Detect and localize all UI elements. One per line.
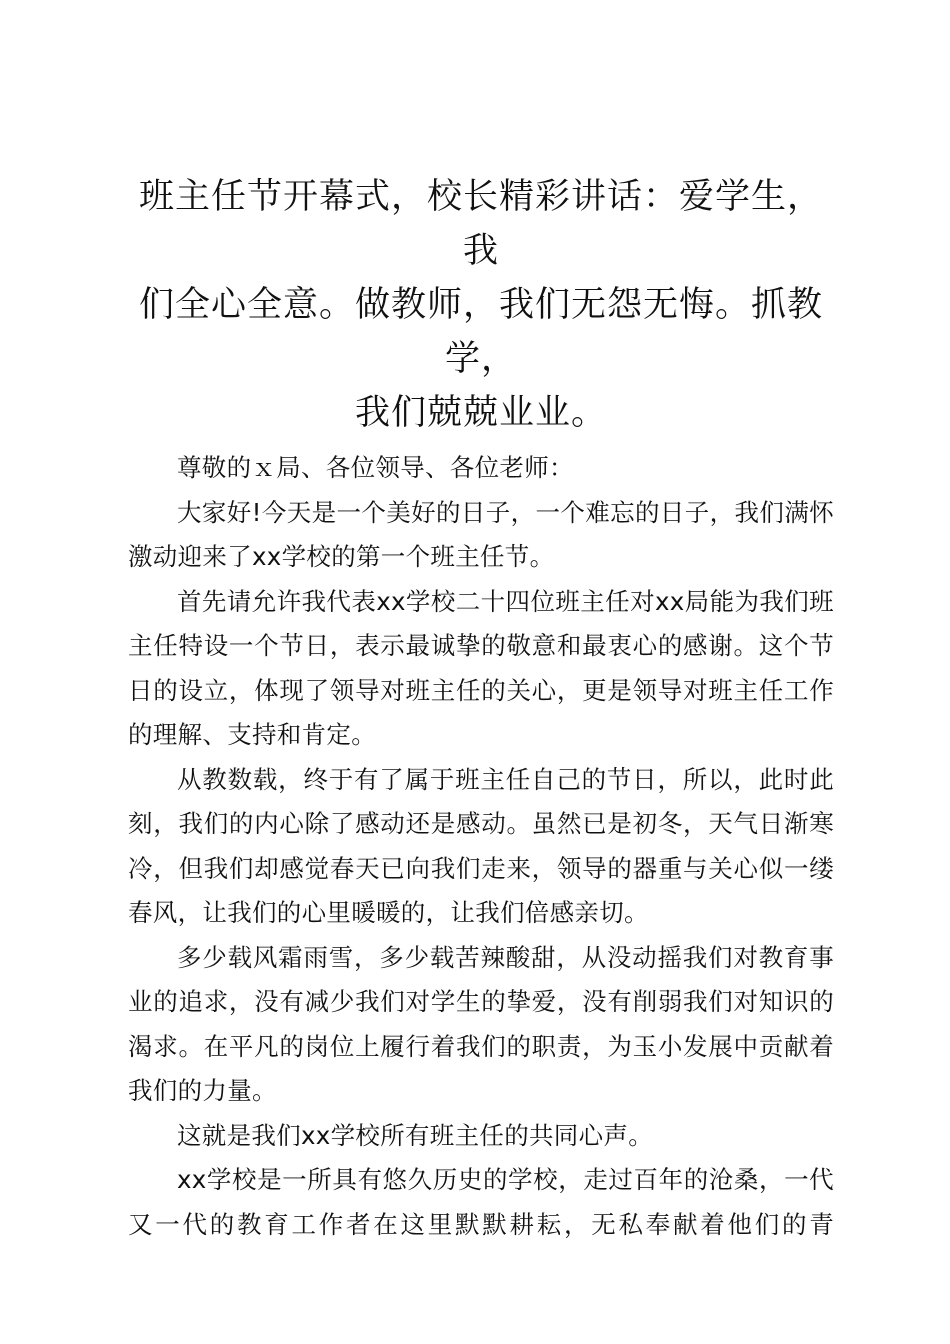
title-line: 班主任节开幕式，校长精彩讲话：爱学生，我 — [138, 177, 823, 271]
title-line: 我们兢兢业业。 — [354, 393, 607, 433]
body-paragraph: xx学校是一所具有悠久历史的学校，走过百年的沧桑，一代又一代的教育工作者在这里默默耕耘，无私奉献着他们的青 — [128, 1165, 834, 1239]
body-paragraph: 首先请允许我代表xx学校二十四位班主任对xx局能为我们班主任特设一个节日，表示最诚挚的敬意和最衷心的感谢。这个节日的设立，体现了领导对班主任的关心，更是领导对班主任工作的理解、支持和肯定。 — [128, 586, 834, 749]
document-title — [128, 170, 834, 440]
body-paragraph: 从教数载，终于有了属于班主任自己的节日，所以，此时此刻，我们的内心除了感动还是感动。虽然已是初冬，天气日渐寒冷，但我们却感觉春天已向我们走来，领导的器重与关心似一缕春风，让我们的心里暖暖的，让我们倍感亲切。 — [128, 764, 834, 927]
salutation: 尊敬的ｘ局、各位领导、各位老师： — [177, 453, 574, 482]
body-paragraph: 大家好!今天是一个美好的日子，一个难忘的日子，我们满怀激动迎来了xx学校的第一个班主任节。 — [128, 497, 834, 571]
body-paragraph: 多少载风霜雨雪，多少载苦辣酸甜，从没动摇我们对教育事业的追求，没有减少我们对学生的挚爱，没有削弱我们对知识的渴求。在平凡的岗位上履行着我们的职责，为玉小发展中贡献着我们的力量。 — [128, 942, 834, 1105]
title-line: 们全心全意。做教师，我们无怨无悔。抓教学， — [138, 285, 823, 379]
body-paragraph: 这就是我们xx学校所有班主任的共同心声。 — [177, 1120, 653, 1150]
document-body — [128, 170, 834, 1247]
